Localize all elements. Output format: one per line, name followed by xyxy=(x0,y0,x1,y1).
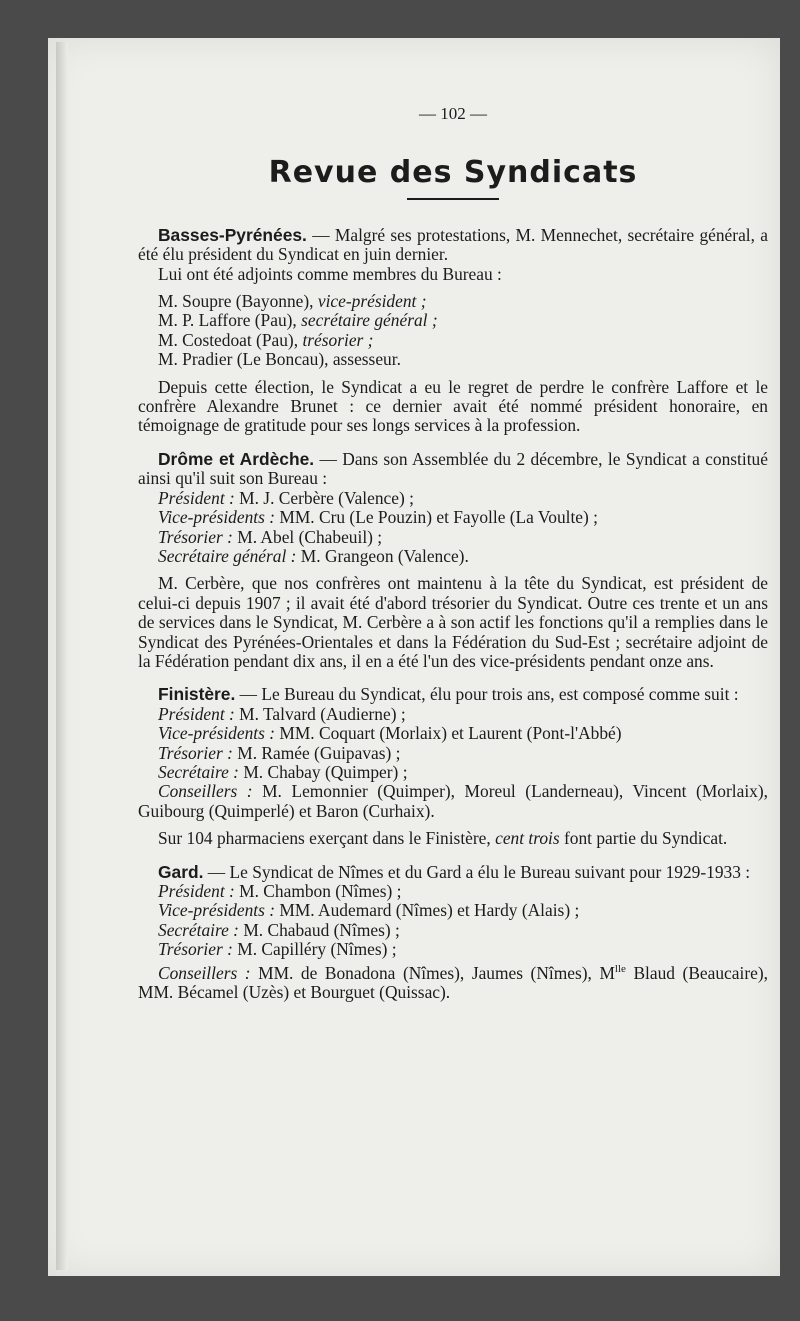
bureau-line: Trésorier : M. Capilléry (Nîmes) ; xyxy=(158,939,397,960)
bureau-line: Conseillers : MM. de Bonadona (Nîmes), Jaumes (Nîmes), $M^{lle}$ Blaud (Beaucaire), MM. Bécamel (Uzès) et Bourguet (Quissac). xyxy=(138,962,768,1002)
bureau-line: Président : M. Chambon (Nîmes) ; xyxy=(158,881,402,901)
section-finistere xyxy=(138,685,768,848)
bureau-line: Secrétaire : M. Chabay (Quimper) ; xyxy=(158,761,408,782)
bureau-intro: Lui ont été adjoints comme membres du Bureau : xyxy=(158,263,502,284)
title-rule xyxy=(407,198,499,200)
section-heading: Finistère. xyxy=(158,684,236,705)
bureau-line: Vice-présidents : MM. Audemard (Nîmes) et Hardy (Alais) ; xyxy=(158,900,580,921)
section-heading: Drôme et Ardèche. xyxy=(158,448,315,469)
page-title: Revue des Syndicats xyxy=(268,155,638,191)
section-paragraph: M. Cerbère, que nos confrères ont maintenu à la tête du Syndicat, est président de celui-ci depuis 1907 ; il avait été d'abord trésorier du Syndicat. Outre ces trente et un ans de services dans le Syndicat, M. Cerbère a à son actif les fonctions qu'il a remplies dans le Syndicat des Pyrénées-Orientales et dans la Fédération du Sud-Est ; secrétaire adjoint de la Fédération pendant dix ans, il en a été l'un des vice-présidents pendant onze ans. xyxy=(138,573,768,671)
page-number: — 102 — xyxy=(419,104,487,123)
bureau-line: Secrétaire général : M. Grangeon (Valence). xyxy=(158,545,469,566)
bureau-line: Président : M. Talvard (Audierne) ; xyxy=(158,703,406,724)
section-gard xyxy=(138,863,768,1003)
bureau-line: Président : M. J. Cerbère (Valence) ; xyxy=(158,487,414,508)
bureau-line: Trésorier : M. Abel (Chabeuil) ; xyxy=(158,526,383,547)
section-paragraph: Sur 104 pharmaciens exerçant dans le Finistère, cent trois font partie du Syndicat. xyxy=(158,828,728,849)
member-line: M. Costedoat (Pau), trésorier ; xyxy=(158,329,374,350)
section-intro: Drôme et Ardèche. — Dans son Assemblée du 2 décembre, le Syndicat a constitué ainsi qu'il suit son Bureau : xyxy=(138,448,768,489)
section-intro: Basses-Pyrénées. — Malgré ses protestations, M. Mennechet, secrétaire général, a été élu président du Syndicat en juin dernier. xyxy=(138,224,768,265)
bureau-line: Vice-présidents : MM. Coquart (Morlaix) et Laurent (Pont-l'Abbé) xyxy=(158,723,622,744)
section-heading: Basses-Pyrénées. xyxy=(158,224,307,245)
page-binding-edge xyxy=(56,42,68,1270)
bureau-line: Trésorier : M. Ramée (Guipavas) ; xyxy=(158,742,401,763)
section-heading: Gard. xyxy=(158,861,204,882)
bureau-line: Secrétaire : M. Chabaud (Nîmes) ; xyxy=(158,919,400,940)
section-intro: Gard. — Le Syndicat de Nîmes et du Gard a élu le Bureau suivant pour 1929-1933 : xyxy=(158,861,751,882)
section-drome-ardeche xyxy=(138,450,768,671)
bureau-line: Conseillers : M. Lemonnier (Quimper), Moreul (Landerneau), Vincent (Morlaix), Guibourg (Quimperlé) et Baron (Curhaix). xyxy=(138,781,768,821)
member-line: M. Pradier (Le Boncau), assesseur. xyxy=(158,349,401,370)
bureau-line: Vice-présidents : MM. Cru (Le Pouzin) et Fayolle (La Voulte) ; xyxy=(158,507,598,528)
member-line: M. P. Laffore (Pau), secrétaire général ; xyxy=(158,310,438,331)
member-line: M. Soupre (Bayonne), vice-président ; xyxy=(158,291,427,312)
section-basses-pyrenees xyxy=(138,226,768,436)
section-intro: Finistère. — Le Bureau du Syndicat, élu pour trois ans, est composé comme suit : xyxy=(158,684,739,705)
page-content xyxy=(138,70,768,1002)
section-paragraph: Depuis cette élection, le Syndicat a eu le regret de perdre le confrère Laffore et le confrère Alexandre Brunet : ce dernier avait été nommé président honoraire, en témoignage de gratitude pour ses longs services à la profession. xyxy=(138,376,768,436)
